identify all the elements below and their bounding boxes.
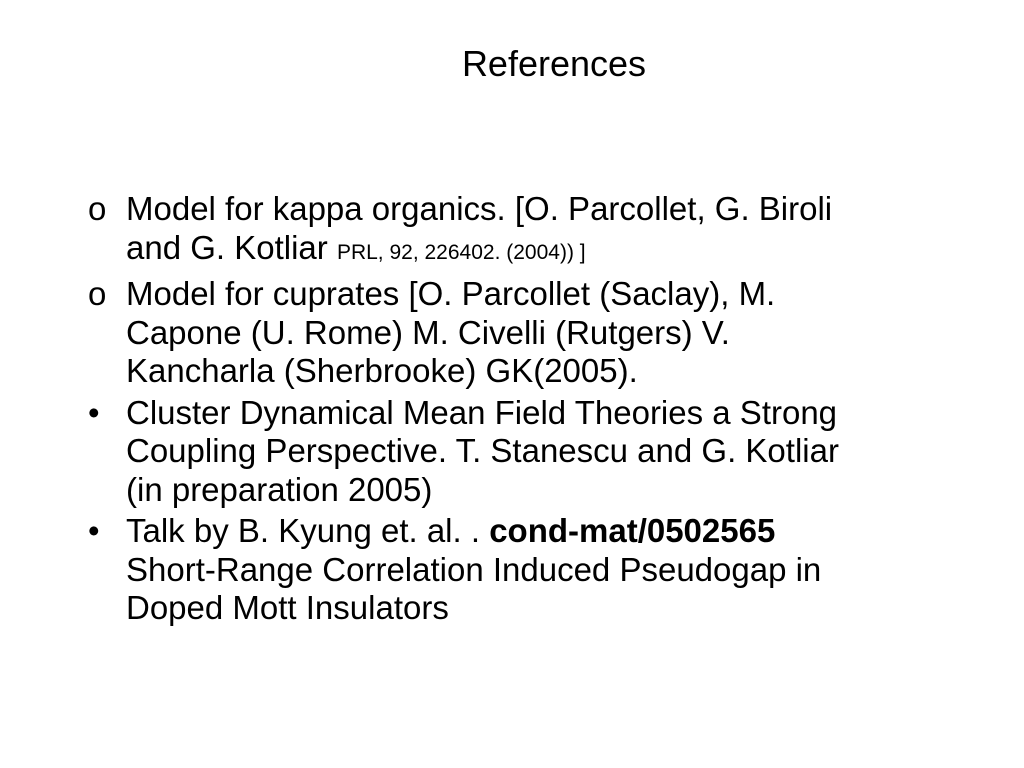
arxiv-identifier: cond-mat/0502565 <box>489 512 776 549</box>
reference-text-line: Model for kappa organics. [O. Parcollet, G. Biroli <box>126 190 833 227</box>
hollow-bullet-marker: o <box>88 275 107 312</box>
reference-text-line: Model for cuprates [O. Parcollet (Saclay), M. <box>126 275 776 312</box>
reference-text-line: Coupling Perspective. T. Stanescu and G. Kotliar <box>126 432 839 469</box>
reference-text-line: Cluster Dynamical Mean Field Theories a Strong <box>126 393 838 431</box>
reference-text-line <box>126 229 1003 273</box>
reference-item-cuprates <box>88 275 1003 391</box>
reference-item-cluster-dmft <box>88 394 1003 510</box>
slide-title: References <box>461 43 647 84</box>
bullet-marker: • <box>88 512 100 549</box>
reference-text-line: Short-Range Correlation Induced Pseudogap in <box>126 550 822 588</box>
reference-list <box>88 190 1003 631</box>
reference-text: and G. Kotliar <box>126 228 337 266</box>
reference-text-line: Kancharla (Sherbrooke) GK(2005). <box>126 352 638 389</box>
reference-text-line: (in preparation 2005) <box>126 470 433 508</box>
reference-item-kappa-organics <box>88 190 1003 272</box>
reference-text-line <box>126 512 1003 551</box>
reference-text: Talk by B. Kyung et. al. . <box>126 512 490 549</box>
reference-text-line: Doped Mott Insulators <box>126 589 449 626</box>
bullet-marker: • <box>88 393 100 431</box>
reference-item-kyung-talk <box>88 512 1003 628</box>
hollow-bullet-marker: o <box>88 190 107 227</box>
reference-text-line: Capone (U. Rome) M. Civelli (Rutgers) V. <box>126 313 730 351</box>
journal-citation: PRL, 92, 226402. (2004)) ] <box>336 240 586 264</box>
